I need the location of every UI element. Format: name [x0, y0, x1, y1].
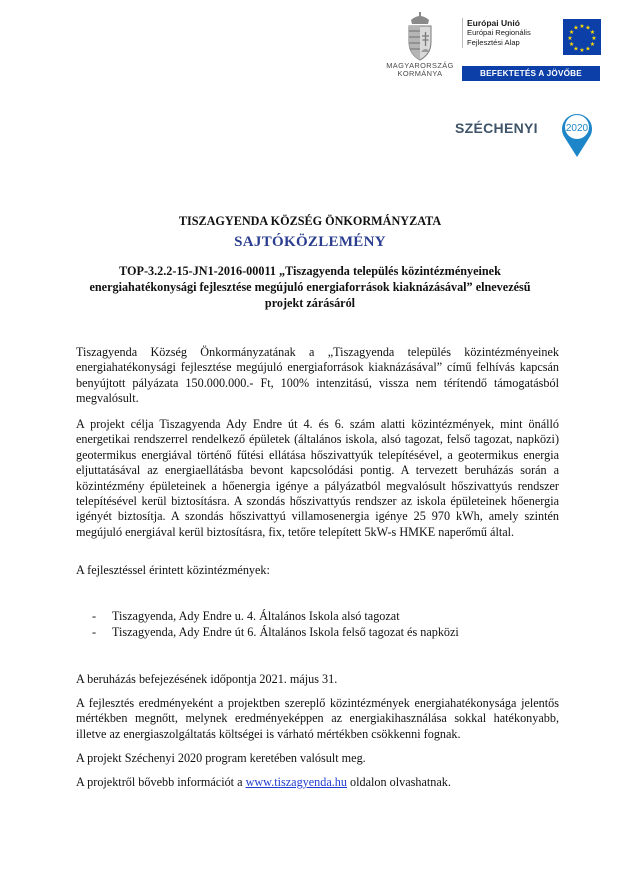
eu-star-icon: ★: [589, 42, 596, 48]
paragraph-results: A fejlesztés eredményeként a projektben szereplő közintézmények energiahatékonysága jelentős mértékben megnőtt, melynek eredményeképpen az energiakihasználása sokkal hatékonyabb, illetve az energiaszolgáltatás költségei is várható mértékben csökkenni fognak.: [76, 696, 559, 741]
eu-star-icon: ★: [567, 36, 573, 42]
paragraph-completion-date: A beruházás befejezésének időpontja 2021. május 31.: [76, 672, 338, 686]
hungarian-government-logo: [380, 12, 460, 90]
coat-of-arms-icon: [405, 12, 435, 62]
eu-star-icon: ★: [579, 24, 585, 30]
organization-name: TISZAGYENDA KÖZSÉG ÖNKORMÁNYZATA: [178, 214, 442, 228]
list-item: [92, 609, 400, 624]
press-release-label: SAJTÓKÖZLEMÉNY: [234, 234, 386, 250]
paragraph-program: A projekt Széchenyi 2020 program keretében valósult meg.: [76, 751, 366, 765]
list-bullet: -: [92, 609, 97, 623]
list-bullet: -: [92, 625, 97, 639]
title-line1: TOP-3.2.2-15-JN1-2016-00011 „Tiszagyenda település közintézményeinek: [119, 264, 501, 278]
list-item-text: Tiszagyenda, Ady Endre út 6. Általános Iskola felső tagozat és napközi: [112, 625, 459, 639]
szechenyi-pin-icon: [559, 110, 595, 158]
eu-star-icon: ★: [591, 36, 597, 42]
investment-banner: BEFEKTETÉS A JÖVŐBE: [462, 66, 600, 81]
eu-star-icon: ★: [579, 48, 585, 54]
eu-text: [462, 18, 531, 48]
szechenyi-2020-logo: [455, 110, 605, 160]
paragraph-funding: Tiszagyenda Község Önkormányzatának a „Tiszagyenda település közintézményeinek energiahatékonysági fejlesztése megújuló energiaforrások kiaknázásával” című felhívás kapcsán benyújtott pályázata 150.000.000.- Ft, 100% intenzitású, vissza nem térítendő támogatásból megvalósult.: [76, 345, 559, 406]
eu-line2: Európai Regionális: [467, 28, 531, 37]
eu-star-icon: ★: [573, 25, 579, 32]
eu-star-icon: ★: [585, 46, 591, 53]
eu-star-icon: ★: [568, 30, 575, 36]
eu-stars: [563, 19, 601, 55]
more-info-text-end: oldalon olvashatnak.: [347, 775, 451, 789]
list-item: [92, 625, 459, 640]
eu-line3: Fejlesztési Alap: [467, 38, 520, 47]
paragraph-goal: A projekt célja Tiszagyenda Ady Endre út 4. és 6. szám alatti közintézmények, mint önálló energetikai rendszerrel rendelkező épületek (általános iskola, alsó tagozat, felső tagozat, napközi) geotermikus energiával történő fűtési ellátása hőszivattyúk telepítésével, a geotermikus energia eljuttatásával az energiaellátásba bevont kapcsolódási pontig. A tervezett beruházás során a közintézmény épületeinek a hőenergia igénye a pályázatból megvalósult hőszivattyús rendszer telepítésével kerül biztosításra. A szondás hőszivattyús rendszer az iskola épületeinek hőenergia igényét biztosítja. A szondás hőszivattyú villamosenergia igénye 25 970 kWh, amely szintén megújuló energiával kerül biztosításra, fix, tetőre telepített 5kW-s HMKE naperőmű által.: [76, 417, 559, 539]
eu-star-icon: ★: [568, 42, 575, 48]
title-line3: projekt zárásáról: [264, 296, 356, 310]
gov-logo-text-line2: KORMÁNYA: [397, 69, 443, 78]
press-release-title: [60, 263, 560, 311]
paragraph-more-info: [76, 775, 559, 790]
eu-star-icon: ★: [585, 25, 591, 32]
title-line2: energiahatékonysági fejlesztése megújuló energiaforrások kiaknázásával” elnevezésű: [89, 280, 531, 294]
eu-flag-icon: [563, 19, 601, 55]
list-item-text: Tiszagyenda, Ady Endre u. 4. Általános Iskola alsó tagozat: [112, 609, 400, 623]
more-info-text: A projektről bővebb információt a: [76, 775, 246, 789]
eu-logo: [462, 16, 602, 62]
paragraph-affected-institutions: A fejlesztéssel érintett közintézmények:: [76, 563, 270, 577]
szechenyi-year: 2020: [565, 123, 589, 134]
eu-line1: Európai Unió: [467, 18, 520, 28]
website-link[interactable]: www.tiszagyenda.hu: [245, 775, 347, 789]
eu-star-icon: ★: [589, 30, 596, 36]
szechenyi-word: SZÉCHENYI: [455, 120, 538, 136]
gov-logo-text-line1: MAGYARORSZÁG: [386, 61, 454, 70]
eu-star-icon: ★: [573, 46, 579, 53]
